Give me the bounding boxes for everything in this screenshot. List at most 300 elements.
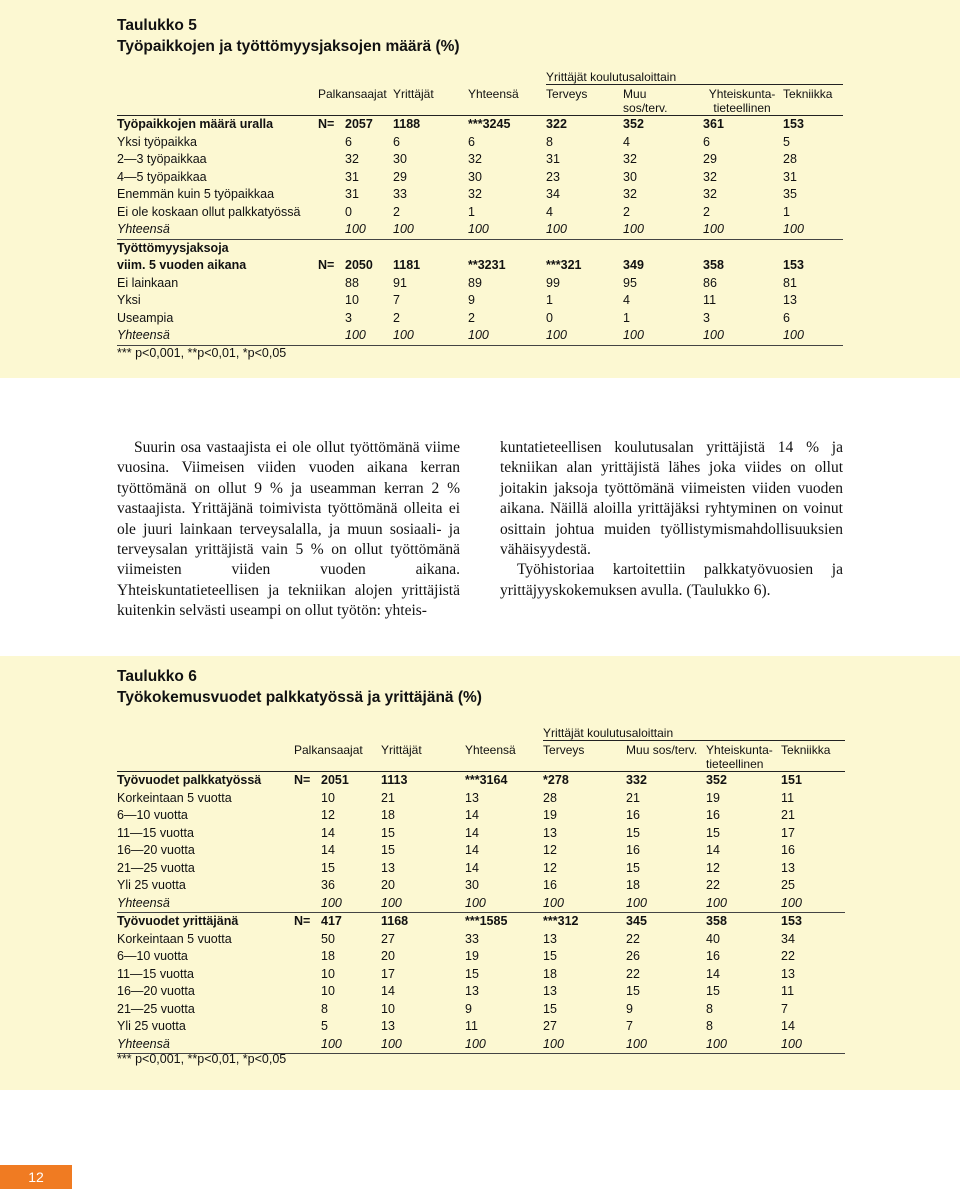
col-header-palkansaajat: Palkansaajat	[294, 742, 363, 757]
table-cell: ***321	[546, 258, 582, 272]
table-cell: 16	[706, 808, 720, 822]
table-cell: 349	[623, 258, 644, 272]
table-cell: ***312	[543, 914, 579, 928]
table-cell: 19	[465, 949, 479, 963]
table-cell: 7	[781, 1001, 788, 1016]
table-cell: 100	[783, 221, 843, 239]
table-cell: 1	[546, 293, 553, 307]
n-marker	[318, 204, 345, 222]
table-cell: 8	[321, 1001, 328, 1016]
table-cell: 26	[626, 949, 640, 963]
table-cell: 19	[543, 808, 557, 822]
table-cell: 153	[783, 258, 804, 272]
table-cell: 10	[345, 293, 359, 307]
table-cell: 27	[543, 1019, 557, 1033]
table-row	[117, 966, 845, 984]
table-cell: 100	[543, 1036, 626, 1054]
row-label: Yksi	[117, 293, 141, 307]
table-cell: 358	[706, 914, 727, 928]
col-header-yht-line2: tieteellinen	[706, 757, 764, 771]
table-cell: 14	[381, 984, 395, 998]
paragraph: Suurin osa vastaajista ei ole ollut työttömänä viime vuosina. Viimeisen viiden vuoden aikana kerran työttömänä on ollut 9 % ja useamman kerran 2 % vastaajista. Yrittäjänä toimivista työttömänä olleita ei ole juuri lainkaan terveysalalla, ja muun sosiaali- ja terveysalan yrittäjistä vain 5 % on ollut työttömänä viimeisten viiden vuoden aikana. Yhteiskuntatieteellisen ja tekniikan alojen yrittäjistä kuitenkin selvästi useampi on ollut työtön: yhteis-	[117, 439, 460, 620]
table-cell	[345, 239, 393, 257]
table-cell: 12	[543, 860, 557, 875]
table-cell: 13	[381, 860, 395, 875]
table-cell: 22	[626, 966, 640, 981]
table-cell: 15	[321, 860, 335, 875]
table-cell: 100	[781, 1036, 845, 1054]
n-marker	[294, 895, 321, 913]
table-6-footnote: *** p<0,001, **p<0,01, *p<0,05	[117, 1052, 287, 1066]
table-cell: 40	[706, 931, 720, 946]
table-cell: 100	[321, 1036, 381, 1054]
row-label: Yhteensä	[117, 221, 318, 239]
table-cell: 31	[783, 169, 797, 184]
table-cell: 13	[781, 860, 795, 875]
table-row	[117, 877, 845, 895]
n-marker	[294, 1018, 321, 1036]
table-cell: 20	[381, 949, 395, 963]
table-cell: 30	[468, 169, 482, 184]
table-cell: 91	[393, 275, 407, 290]
paragraph: Työhistoriaa kartoitettiin palkkatyövuosien ja yrittäjyyskokemuksen avulla. (Taulukko 6).	[500, 561, 843, 599]
table-cell: 332	[626, 772, 706, 790]
row-label: Työvuodet palkkatyössä	[117, 772, 294, 790]
n-marker	[318, 292, 345, 310]
table-cell: 15	[543, 949, 557, 963]
table-cell: 95	[623, 275, 637, 290]
row-label: 11—15 vuotta	[117, 825, 194, 840]
table-cell: 14	[781, 1019, 795, 1033]
table-cell: 2	[468, 310, 475, 325]
table-cell: ***3164	[465, 772, 543, 790]
table-cell: 13	[543, 931, 557, 946]
row-label: Yhteensä	[117, 895, 294, 913]
row-label: Ei ole koskaan ollut palkkatyössä	[117, 204, 301, 219]
table-row	[117, 221, 843, 239]
n-marker	[318, 221, 345, 239]
table-row	[117, 275, 843, 293]
table-cell: 32	[703, 169, 717, 184]
table-row	[117, 983, 845, 1001]
table-row	[117, 772, 845, 790]
table-cell: 100	[703, 327, 783, 345]
table-cell: 31	[345, 169, 359, 184]
table-cell: 32	[345, 152, 359, 166]
row-label: 16—20 vuotta	[117, 843, 195, 857]
text-column-left	[117, 438, 460, 622]
table-cell: 100	[703, 221, 783, 239]
table-cell: 100	[465, 895, 543, 913]
table-cell: 2050	[345, 258, 373, 272]
table-cell: 10	[321, 966, 335, 981]
table-cell: 32	[623, 152, 637, 166]
table-cell: 17	[781, 825, 795, 840]
col-header-yht-line1: Yhteiskunta-	[708, 87, 776, 101]
table-cell: 100	[381, 1036, 465, 1054]
row-label: 16—20 vuotta	[117, 984, 195, 998]
row-label: viim. 5 vuoden aikana	[117, 258, 247, 272]
table-cell: 100	[543, 895, 626, 913]
table-cell: 16	[626, 843, 640, 857]
table-cell: 1188	[393, 116, 468, 134]
n-marker	[294, 983, 321, 1001]
n-marker	[294, 931, 321, 949]
table-cell: 28	[543, 790, 557, 805]
table-5-number: Taulukko 5	[117, 17, 197, 34]
table-cell: 7	[626, 1019, 633, 1033]
table-cell: 15	[706, 984, 720, 998]
col-header-terveys: Terveys	[543, 741, 626, 772]
table-cell: 31	[546, 152, 560, 166]
col-header-muu	[623, 85, 703, 116]
n-marker	[318, 275, 345, 293]
col-header-muu: Muu sos/terv.	[626, 741, 706, 772]
table-cell: 4	[623, 134, 630, 149]
n-marker	[294, 966, 321, 984]
table-cell: 15	[626, 984, 640, 998]
col-header-yrittajat: Yrittäjät	[393, 86, 434, 101]
n-marker	[294, 860, 321, 878]
table-cell: 27	[381, 931, 395, 946]
table-cell: 7	[393, 293, 400, 307]
table-cell: 100	[706, 1036, 781, 1054]
table-cell: 21	[381, 790, 395, 805]
row-label: 6—10 vuotta	[117, 949, 188, 963]
table-cell: 22	[706, 878, 720, 892]
table-cell: 345	[626, 914, 647, 928]
table-5	[117, 70, 843, 346]
table-row	[117, 1001, 845, 1019]
table-cell: 17	[381, 966, 395, 981]
col-header-yhteensa: Yhteensä	[468, 86, 519, 101]
row-label: Korkeintaan 5 vuotta	[117, 931, 232, 946]
table-cell: 2	[393, 204, 400, 219]
table-cell: 361	[703, 116, 783, 134]
table-cell: 100	[468, 221, 546, 239]
table-cell: 15	[465, 966, 479, 981]
table-cell: 100	[626, 1036, 706, 1054]
table-cell: 99	[546, 275, 560, 290]
table-cell: 50	[321, 931, 335, 946]
n-marker	[318, 134, 345, 152]
table-cell: 100	[783, 327, 843, 345]
table-cell: 15	[381, 825, 395, 840]
table-cell: 34	[781, 931, 795, 946]
table-cell: 151	[781, 772, 845, 790]
table-6-caption: Työkokemusvuodet palkkatyössä ja yrittäjänä (%)	[117, 689, 482, 706]
table-cell: 13	[783, 293, 797, 307]
table-cell: 34	[546, 187, 560, 201]
table-cell: 35	[783, 187, 797, 201]
table-cell: 22	[781, 949, 795, 963]
col-header-yht-line1: Yhteiskunta-	[706, 743, 773, 757]
table-row	[117, 310, 843, 328]
table-5-footnote: *** p<0,001, **p<0,01, *p<0,05	[117, 346, 287, 360]
table-cell: 14	[321, 825, 335, 840]
row-label: 11—15 vuotta	[117, 966, 194, 981]
table-cell: 13	[381, 1019, 395, 1033]
table-cell: 1	[623, 310, 630, 325]
table-cell: 2051	[321, 772, 381, 790]
table-cell: 11	[465, 1019, 478, 1033]
table-cell: 13	[465, 984, 479, 998]
table-cell: 153	[783, 116, 843, 134]
table-6-group-header-row	[117, 720, 845, 741]
table-cell: 11	[781, 984, 795, 998]
n-marker	[318, 186, 345, 204]
table-5-group-header: Yrittäjät koulutusaloittain	[546, 70, 843, 85]
table-cell: 23	[546, 169, 560, 184]
table-row	[117, 134, 843, 152]
row-label: Ei lainkaan	[117, 275, 179, 290]
table-cell: 16	[706, 949, 720, 963]
table-row	[117, 895, 845, 913]
table-cell: 15	[626, 825, 640, 840]
table-cell: 14	[465, 808, 479, 822]
table-cell: 14	[321, 843, 335, 857]
n-marker: N=	[318, 116, 345, 134]
table-cell: 36	[321, 878, 335, 892]
table-cell: 3	[703, 310, 710, 325]
row-label: 21—25 vuotta	[117, 860, 195, 875]
table-cell: 32	[623, 187, 637, 201]
table-cell: 10	[321, 790, 335, 805]
table-5-group-header-row	[117, 70, 843, 85]
table-cell: 6	[393, 134, 400, 149]
table-cell: 100	[623, 327, 703, 345]
col-header-muu-line1: Muu	[623, 87, 647, 101]
n-marker: N=	[294, 914, 311, 928]
table-row	[117, 116, 843, 134]
table-cell: 11	[703, 293, 717, 307]
table-cell: 358	[703, 258, 724, 272]
table-cell: 15	[381, 843, 395, 857]
table-cell: 18	[543, 966, 557, 981]
table-cell: 18	[626, 878, 640, 892]
table-cell: 100	[345, 327, 393, 345]
table-row	[117, 257, 843, 275]
row-label: Yksi työpaikka	[117, 134, 197, 149]
table-cell: 28	[783, 152, 797, 166]
table-cell: 322	[546, 116, 623, 134]
table-cell: 4	[546, 204, 553, 219]
table-cell: 11	[781, 790, 795, 805]
row-label: Yhteensä	[117, 327, 318, 345]
n-marker	[318, 310, 345, 328]
table-row	[117, 239, 843, 257]
table-cell: 1	[783, 204, 790, 219]
table-cell: 16	[626, 808, 640, 822]
row-label: Yli 25 vuotta	[117, 1019, 186, 1033]
table-cell	[393, 239, 468, 257]
row-label: 4—5 työpaikkaa	[117, 169, 207, 184]
table-cell	[623, 239, 703, 257]
n-marker	[294, 825, 321, 843]
table-cell: 12	[706, 860, 720, 875]
table-6-number: Taulukko 6	[117, 668, 197, 685]
table-cell: 16	[781, 843, 795, 857]
table-cell: 14	[465, 825, 479, 840]
col-header-yhteiskunta	[706, 741, 781, 772]
table-cell: 30	[465, 878, 479, 892]
table-cell: 10	[381, 1001, 395, 1016]
n-marker	[318, 327, 345, 345]
table-cell: 30	[623, 169, 637, 184]
table-row	[117, 842, 845, 860]
table-cell: 153	[781, 914, 802, 928]
table-cell: 8	[706, 1019, 713, 1033]
col-header-palkansaajat: Palkansaajat	[318, 86, 387, 101]
table-cell: 21	[626, 790, 640, 805]
col-header-yhteensa: Yhteensä	[465, 742, 516, 757]
table-cell: 32	[468, 187, 482, 201]
table-cell: 2	[623, 204, 630, 219]
table-cell: 100	[706, 895, 781, 913]
table-row	[117, 1018, 845, 1036]
table-row	[117, 790, 845, 808]
table-5-column-header-row	[117, 85, 843, 116]
table-cell	[703, 239, 783, 257]
table-cell: 86	[703, 275, 717, 290]
table-cell: 81	[783, 275, 797, 290]
table-cell: 1	[468, 204, 475, 219]
table-cell: 100	[781, 895, 845, 913]
table-cell: 0	[546, 310, 553, 325]
n-marker	[294, 948, 321, 966]
table-cell: 14	[706, 843, 720, 857]
row-label: Työpaikkojen määrä uralla	[117, 116, 318, 134]
row-label: Korkeintaan 5 vuotta	[117, 790, 232, 805]
table-cell: 12	[543, 843, 557, 857]
table-cell: 13	[781, 966, 795, 981]
table-cell: 14	[465, 860, 479, 875]
row-label: Työttömyysjaksoja	[117, 240, 229, 255]
table-cell: 9	[468, 293, 475, 307]
table-cell: 8	[546, 134, 553, 149]
table-cell: 100	[623, 221, 703, 239]
table-cell: 5	[783, 134, 790, 149]
table-cell: 100	[381, 895, 465, 913]
table-row	[117, 204, 843, 222]
table-cell: ***1585	[465, 914, 508, 928]
n-marker	[318, 239, 345, 257]
table-cell	[783, 239, 843, 257]
table-cell: 21	[781, 808, 795, 822]
n-marker	[294, 790, 321, 808]
table-row	[117, 151, 843, 169]
table-cell: 22	[626, 931, 640, 946]
table-cell: **3231	[468, 258, 506, 272]
col-header-yrittajat: Yrittäjät	[381, 742, 422, 757]
table-cell: 16	[543, 878, 557, 892]
table-row	[117, 327, 843, 345]
row-label: 2—3 työpaikkaa	[117, 152, 207, 166]
n-marker	[294, 877, 321, 895]
col-header-muu-line2: sos/terv.	[623, 101, 668, 115]
table-row	[117, 292, 843, 310]
table-cell: 32	[468, 152, 482, 166]
table-6-column-header-row	[117, 741, 845, 772]
table-cell: 417	[321, 914, 342, 928]
row-label: Yli 25 vuotta	[117, 878, 186, 892]
table-cell: 25	[781, 878, 795, 892]
table-cell: 100	[321, 895, 381, 913]
table-cell: 100	[465, 1036, 543, 1054]
table-cell: 29	[703, 152, 717, 166]
table-cell: 9	[626, 1001, 633, 1016]
table-row	[117, 931, 845, 949]
row-label: 21—25 vuotta	[117, 1001, 195, 1016]
table-row	[117, 913, 845, 931]
table-cell: 33	[393, 187, 407, 201]
table-cell: 4	[623, 293, 630, 307]
row-label: Useampia	[117, 310, 174, 325]
table-6-title	[117, 666, 482, 708]
table-cell: 100	[345, 221, 393, 239]
table-5-title	[117, 15, 460, 57]
table-cell: 12	[321, 808, 335, 822]
table-cell: 10	[321, 984, 335, 998]
table-cell: 13	[465, 790, 479, 805]
table-cell: 13	[543, 825, 557, 840]
table-cell: *278	[543, 772, 626, 790]
table-6	[117, 720, 845, 1054]
table-cell: 5	[321, 1019, 328, 1033]
table-row	[117, 169, 843, 187]
table-cell	[468, 239, 546, 257]
table-cell: 6	[345, 134, 352, 149]
table-cell: 352	[623, 116, 703, 134]
n-marker: N=	[294, 772, 321, 790]
table-cell: ***3245	[468, 116, 546, 134]
row-label: 6—10 vuotta	[117, 808, 188, 822]
table-cell: 100	[468, 327, 546, 345]
table-cell: 1168	[381, 914, 409, 928]
n-marker: N=	[318, 258, 335, 272]
table-cell: 3	[345, 310, 352, 325]
table-cell: 15	[543, 1001, 557, 1016]
n-marker	[294, 1001, 321, 1019]
table-row	[117, 186, 843, 204]
text-column-right	[500, 438, 843, 601]
page-number: 12	[0, 1165, 72, 1189]
table-cell: 33	[465, 931, 479, 946]
table-cell: 2	[703, 204, 710, 219]
col-header-yhteiskunta	[703, 85, 783, 116]
col-header-terveys: Terveys	[546, 87, 588, 101]
n-marker	[294, 1036, 321, 1054]
table-cell: 32	[703, 187, 717, 201]
row-label: Työvuodet yrittäjänä	[117, 914, 239, 928]
table-cell: 6	[468, 134, 475, 149]
table-row	[117, 807, 845, 825]
row-label: Enemmän kuin 5 työpaikkaa	[117, 187, 275, 201]
table-5-caption: Työpaikkojen ja työttömyysjaksojen määrä (%)	[117, 38, 460, 55]
table-row	[117, 860, 845, 878]
table-cell: 8	[706, 1001, 713, 1016]
table-cell: 1113	[381, 772, 465, 790]
table-cell: 6	[703, 134, 710, 149]
table-cell: 1181	[393, 258, 421, 272]
table-cell: 20	[381, 878, 395, 892]
table-cell: 352	[706, 772, 781, 790]
n-marker	[318, 169, 345, 187]
table-cell: 100	[546, 221, 623, 239]
table-cell: 89	[468, 275, 482, 290]
table-cell	[546, 239, 623, 257]
n-marker	[318, 151, 345, 169]
